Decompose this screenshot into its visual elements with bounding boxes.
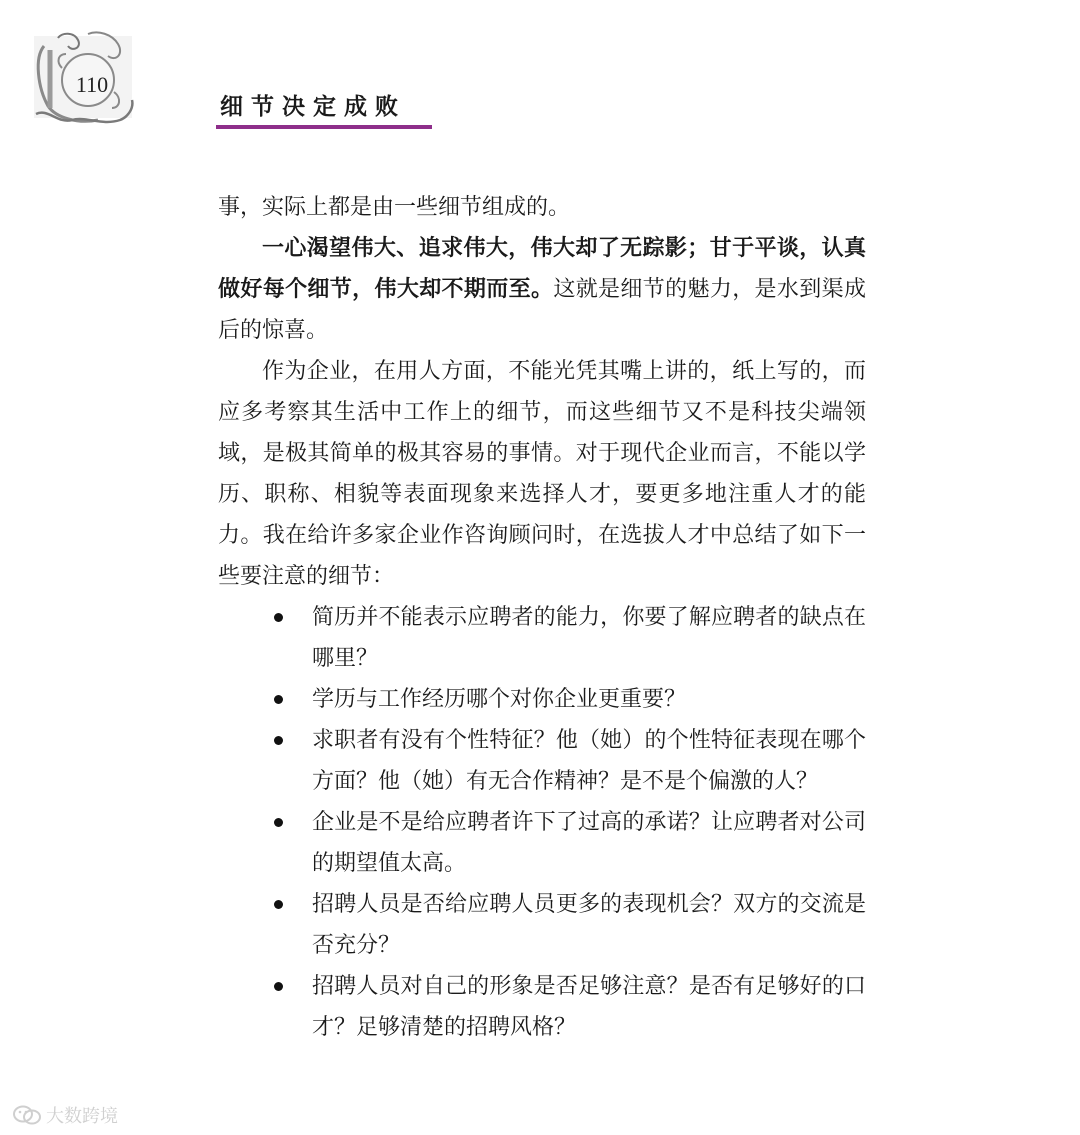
watermark [12,1102,118,1128]
list-item-text: 求职者有没有个性特征？他（她）的个性特征表现在哪个方面？他（她）有无合作精神？是不是个偏激的人？ [312,728,866,794]
list-item-text: 学历与工作经历哪个对你企业更重要？ [312,687,687,712]
wechat-logo-icon [12,1104,42,1126]
bullet-icon [274,900,283,909]
list-item [218,802,866,884]
paragraph-2 [218,228,866,351]
bullet-icon [274,818,283,827]
bullet-icon [274,613,283,622]
title-underline [216,125,432,129]
watermark-text: 大数跨境 [46,1106,118,1127]
list-item [218,679,866,720]
list-item [218,597,866,679]
bullet-icon [274,982,283,991]
body-text [218,187,866,1048]
paragraph-2-emphasis: 一心渴望伟大、追求伟大，伟大却了无踪影；甘于平谈，认真做好每个细节，伟大却不期而至。 [218,236,866,302]
list-item [218,884,866,966]
list-item [218,966,866,1048]
page-number: 110 [75,72,109,97]
list-item-text: 招聘人员是否给应聘人员更多的表现机会？双方的交流是否充分？ [312,892,866,958]
detail-list [218,597,866,1048]
list-item [218,720,866,802]
list-item-text: 企业是不是给应聘者许下了过高的承诺？让应聘者对公司的期望值太高。 [312,810,866,876]
list-item-text: 招聘人员对自己的形象是否足够注意？是否有足够好的口才？足够清楚的招聘风格？ [312,974,866,1040]
running-title: 细节决定成败 [220,93,406,120]
paragraph-1: 事，实际上都是由一些细节组成的。 [218,195,571,220]
paragraph-3: 作为企业，在用人方面，不能光凭其嘴上讲的，纸上写的，而应多考察其生活中工作上的细节，而这些细节又不是科技尖端领域，是极其简单的极其容易的事情。对于现代企业而言，不能以学历、职称、相貌等表面现象来选择人才，要更多地注重人才的能力。我在给许多家企业作咨询顾问时，在选拔人才中总结了如下一些要注意的细节： [218,359,866,589]
bullet-icon [274,736,283,745]
list-item-text: 简历并不能表示应聘者的能力，你要了解应聘者的缺点在哪里？ [312,605,866,671]
paragraph-2-rest: 这就是细节的魅力，是水到渠成后的惊喜。 [218,277,866,343]
bullet-icon [274,695,283,704]
